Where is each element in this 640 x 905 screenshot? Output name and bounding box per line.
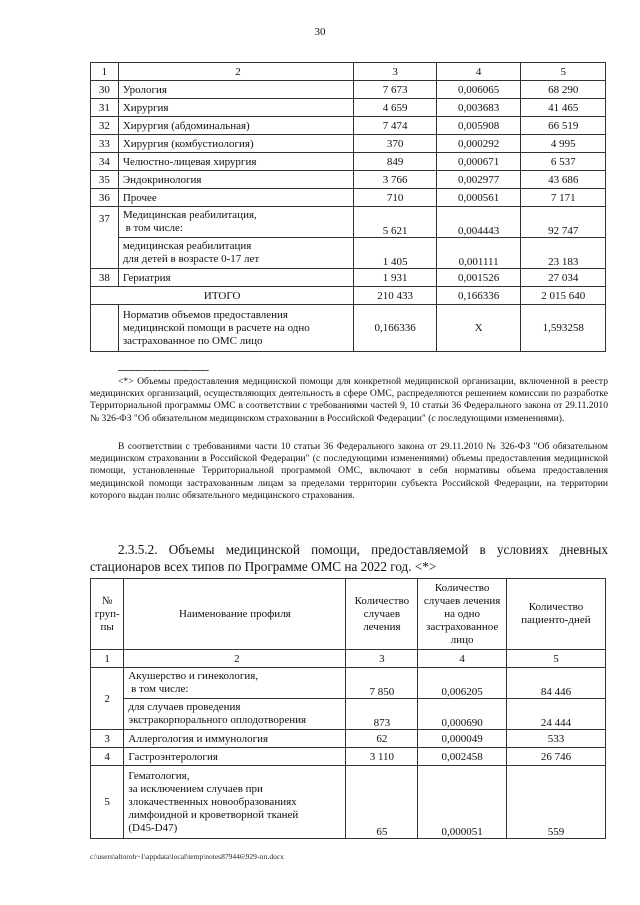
bed-days: 6 537 xyxy=(521,153,606,171)
profile-name: Эндокринология xyxy=(118,171,353,189)
header-line: застрахованное xyxy=(426,620,499,633)
profile-name-line: в том числе: xyxy=(122,222,183,234)
document-file-path: c:\users\altoroh~1\appdata\local\temp\notes879446\929-пп.docx xyxy=(90,852,284,861)
total-bed-days: 2 015 640 xyxy=(521,287,606,305)
header-line: пы xyxy=(100,620,114,633)
table-row xyxy=(91,699,606,730)
column-number: 3 xyxy=(346,650,418,668)
profile-name: Прочее xyxy=(118,189,353,207)
header-line: случаев лечения xyxy=(423,594,501,607)
cases-per-insured: 0,000671 xyxy=(436,153,521,171)
profile-name-line: за исключением случаев при xyxy=(128,782,263,795)
patient-days: 24 444 xyxy=(506,699,605,730)
table-row xyxy=(91,748,606,766)
table-row xyxy=(91,153,606,171)
cases-count: 7 850 xyxy=(346,668,418,699)
profile-name: Гериатрия xyxy=(118,269,353,287)
profile-name-line: (D45-D47) xyxy=(128,821,178,834)
bed-days: 68 290 xyxy=(521,81,606,99)
row-number: 34 xyxy=(91,153,119,171)
total-cases: 210 433 xyxy=(354,287,437,305)
table-row xyxy=(91,269,606,287)
cases-per-insured: 0,002977 xyxy=(436,171,521,189)
row-number: 2 xyxy=(91,668,124,730)
norm-label-line: медицинской помощи в расчете на одно xyxy=(122,321,310,334)
total-per-insured: 0,166336 xyxy=(436,287,521,305)
row-number: 38 xyxy=(91,269,119,287)
table-row xyxy=(91,117,606,135)
cases-count: 7 673 xyxy=(354,81,437,99)
cases-per-insured: 0,001111 xyxy=(436,238,521,269)
profile-name-line: медицинская реабилитация xyxy=(122,240,252,252)
table-row xyxy=(91,766,606,839)
header-cell: 4 xyxy=(436,63,521,81)
cases-per-insured: 0,000049 xyxy=(418,730,507,748)
profile-name: Урология xyxy=(118,81,353,99)
profile-name: Челюстно-лицевая хирургия xyxy=(118,153,353,171)
header-line: Количество xyxy=(434,581,490,594)
cases-per-insured: 0,000292 xyxy=(436,135,521,153)
profile-name xyxy=(118,207,353,238)
header-cell-patient-days xyxy=(506,579,605,650)
profile-name-line: Медицинская реабилитация, xyxy=(122,209,257,221)
row-number: 30 xyxy=(91,81,119,99)
bed-days: 41 465 xyxy=(521,99,606,117)
profile-name xyxy=(118,238,353,269)
row-number: 3 xyxy=(91,730,124,748)
header-line: случаев xyxy=(363,607,401,620)
total-label: ИТОГО xyxy=(91,287,354,305)
cases-count: 5 621 xyxy=(354,207,437,238)
cases-per-insured: 0,000561 xyxy=(436,189,521,207)
header-line: Количество xyxy=(354,594,410,607)
profile-name: Хирургия xyxy=(118,99,353,117)
profile-name xyxy=(124,766,346,839)
table-row xyxy=(91,99,606,117)
table-row xyxy=(91,207,606,238)
header-line: лечения xyxy=(363,620,401,633)
profile-name xyxy=(124,668,346,699)
norm-label xyxy=(118,305,353,352)
bed-days: 43 686 xyxy=(521,171,606,189)
cases-count: 62 xyxy=(346,730,418,748)
cases-count: 873 xyxy=(346,699,418,730)
cases-per-insured: 0,001526 xyxy=(436,269,521,287)
header-line: лицо xyxy=(450,633,474,646)
footnote-text: <*> Объемы предоставления медицинской помощи для конкретной медицинской организации, включенной в реестр медицинских организаций, осуществляющих деятельность в сфере ОМС, распределяются решением комиссии по разработке Территориальной программы ОМС в соответствии с требованиями частей 9, 10 статьи 36 Федерального закона от 29.11.2010 № 326-ФЗ "Об обязательном медицинском страховании в Российской Федерации" (с последующими изменениями). xyxy=(90,376,608,424)
profile-name: Аллергология и иммунология xyxy=(124,730,346,748)
footnote-text: В соответствии с требованиями части 10 статьи 36 Федерального закона от 29.11.2010 № 326-ФЗ "Об обязательном медицинском страховании в Российской Федерации" (с последующими изменениями) объемы предоставления медицинской помощи, установленные Территориальной программой ОМС, включают в себя нормативы объема предоставления медицинской помощи застрахованным лицам за пределами территории субъекта Российской Федерации, на территории которого выдан полис обязательного медицинского страхования. xyxy=(90,441,608,501)
cases-per-insured: 0,002458 xyxy=(418,748,507,766)
day-hospital-volumes-table xyxy=(90,578,606,839)
profile-name-line: злокачественных новообразованиях xyxy=(128,795,297,808)
table-header-row xyxy=(91,63,606,81)
row-number: 5 xyxy=(91,766,124,839)
header-cell-group-number xyxy=(91,579,124,650)
bed-days: 27 034 xyxy=(521,269,606,287)
column-numbers-row xyxy=(91,650,606,668)
patient-days: 533 xyxy=(506,730,605,748)
cases-per-insured: 0,006065 xyxy=(436,81,521,99)
cases-per-insured: 0,000690 xyxy=(418,699,507,730)
cases-count: 7 474 xyxy=(354,117,437,135)
patient-days: 26 746 xyxy=(506,748,605,766)
cases-per-insured: 0,005908 xyxy=(436,117,521,135)
volumes-table-continued xyxy=(90,62,606,352)
norm-label-line: застрахованное по ОМС лицо xyxy=(122,334,263,347)
profile-name-line: Гематология, xyxy=(128,769,190,782)
header-line: пациенто-дней xyxy=(521,614,591,626)
bed-days: 4 995 xyxy=(521,135,606,153)
column-number: 5 xyxy=(506,650,605,668)
header-line: Количество xyxy=(528,601,584,613)
profile-name: Хирургия (комбустиология) xyxy=(118,135,353,153)
header-line: груп- xyxy=(94,607,120,620)
row-number: 37 xyxy=(91,207,119,269)
profile-name-line: лимфоидной и кроветворной тканей xyxy=(128,808,299,821)
header-cell: 1 xyxy=(91,63,119,81)
norm-row xyxy=(91,305,606,352)
cases-count: 370 xyxy=(354,135,437,153)
header-cell: 3 xyxy=(354,63,437,81)
cases-count: 1 931 xyxy=(354,269,437,287)
table-row xyxy=(91,730,606,748)
profile-name-line: экстракорпорального оплодотворения xyxy=(128,714,307,726)
cases-per-insured: 0,004443 xyxy=(436,207,521,238)
table-row xyxy=(91,135,606,153)
cases-count: 3 110 xyxy=(346,748,418,766)
header-line: № xyxy=(101,594,113,607)
footnote-separator: -------------------------------- xyxy=(118,365,209,376)
norm-bed-days: 1,593258 xyxy=(521,305,606,352)
table-row xyxy=(91,238,606,269)
total-row xyxy=(91,287,606,305)
column-number: 2 xyxy=(124,650,346,668)
table-row xyxy=(91,81,606,99)
bed-days: 92 747 xyxy=(521,207,606,238)
row-number: 4 xyxy=(91,748,124,766)
header-cell: 2 xyxy=(118,63,353,81)
column-number: 4 xyxy=(418,650,507,668)
profile-name: Хирургия (абдоминальная) xyxy=(118,117,353,135)
norm-per-insured: X xyxy=(436,305,521,352)
row-number: 35 xyxy=(91,171,119,189)
cases-count: 4 659 xyxy=(354,99,437,117)
cases-count: 3 766 xyxy=(354,171,437,189)
section-heading: 2.3.5.2. Объемы медицинской помощи, предоставляемой в условиях дневных стационаров всех типов по Программе ОМС на 2022 год. <*> xyxy=(90,542,608,574)
bed-days: 66 519 xyxy=(521,117,606,135)
bed-days: 23 183 xyxy=(521,238,606,269)
profile-name-line: для детей в возрасте 0-17 лет xyxy=(122,253,260,265)
row-number: 36 xyxy=(91,189,119,207)
patient-days: 559 xyxy=(506,766,605,839)
cases-per-insured: 0,003683 xyxy=(436,99,521,117)
table-row xyxy=(91,668,606,699)
norm-cases: 0,166336 xyxy=(354,305,437,352)
row-number: 31 xyxy=(91,99,119,117)
cases-count: 849 xyxy=(354,153,437,171)
bed-days: 7 171 xyxy=(521,189,606,207)
table-header-row xyxy=(91,579,606,650)
header-cell: 5 xyxy=(521,63,606,81)
table-row xyxy=(91,171,606,189)
norm-label-line: Норматив объемов предоставления xyxy=(122,308,288,321)
header-cell-cases-per-insured xyxy=(418,579,507,650)
header-cell-profile: Наименование профиля xyxy=(124,579,346,650)
cases-count: 710 xyxy=(354,189,437,207)
profile-name-line: для случаев проведения xyxy=(128,701,241,713)
cases-count: 65 xyxy=(346,766,418,839)
row-number: 33 xyxy=(91,135,119,153)
table-row xyxy=(91,189,606,207)
patient-days: 84 446 xyxy=(506,668,605,699)
column-number: 1 xyxy=(91,650,124,668)
header-cell-cases xyxy=(346,579,418,650)
profile-name-line: Акушерство и гинекология, xyxy=(128,670,259,682)
profile-name-line: в том числе: xyxy=(128,683,189,695)
profile-name: Гастроэнтерология xyxy=(124,748,346,766)
profile-name xyxy=(124,699,346,730)
cases-count: 1 405 xyxy=(354,238,437,269)
cases-per-insured: 0,006205 xyxy=(418,668,507,699)
page-number: 30 xyxy=(314,26,326,38)
row-number: 32 xyxy=(91,117,119,135)
header-line: на одно xyxy=(444,607,480,620)
cases-per-insured: 0,000051 xyxy=(418,766,507,839)
